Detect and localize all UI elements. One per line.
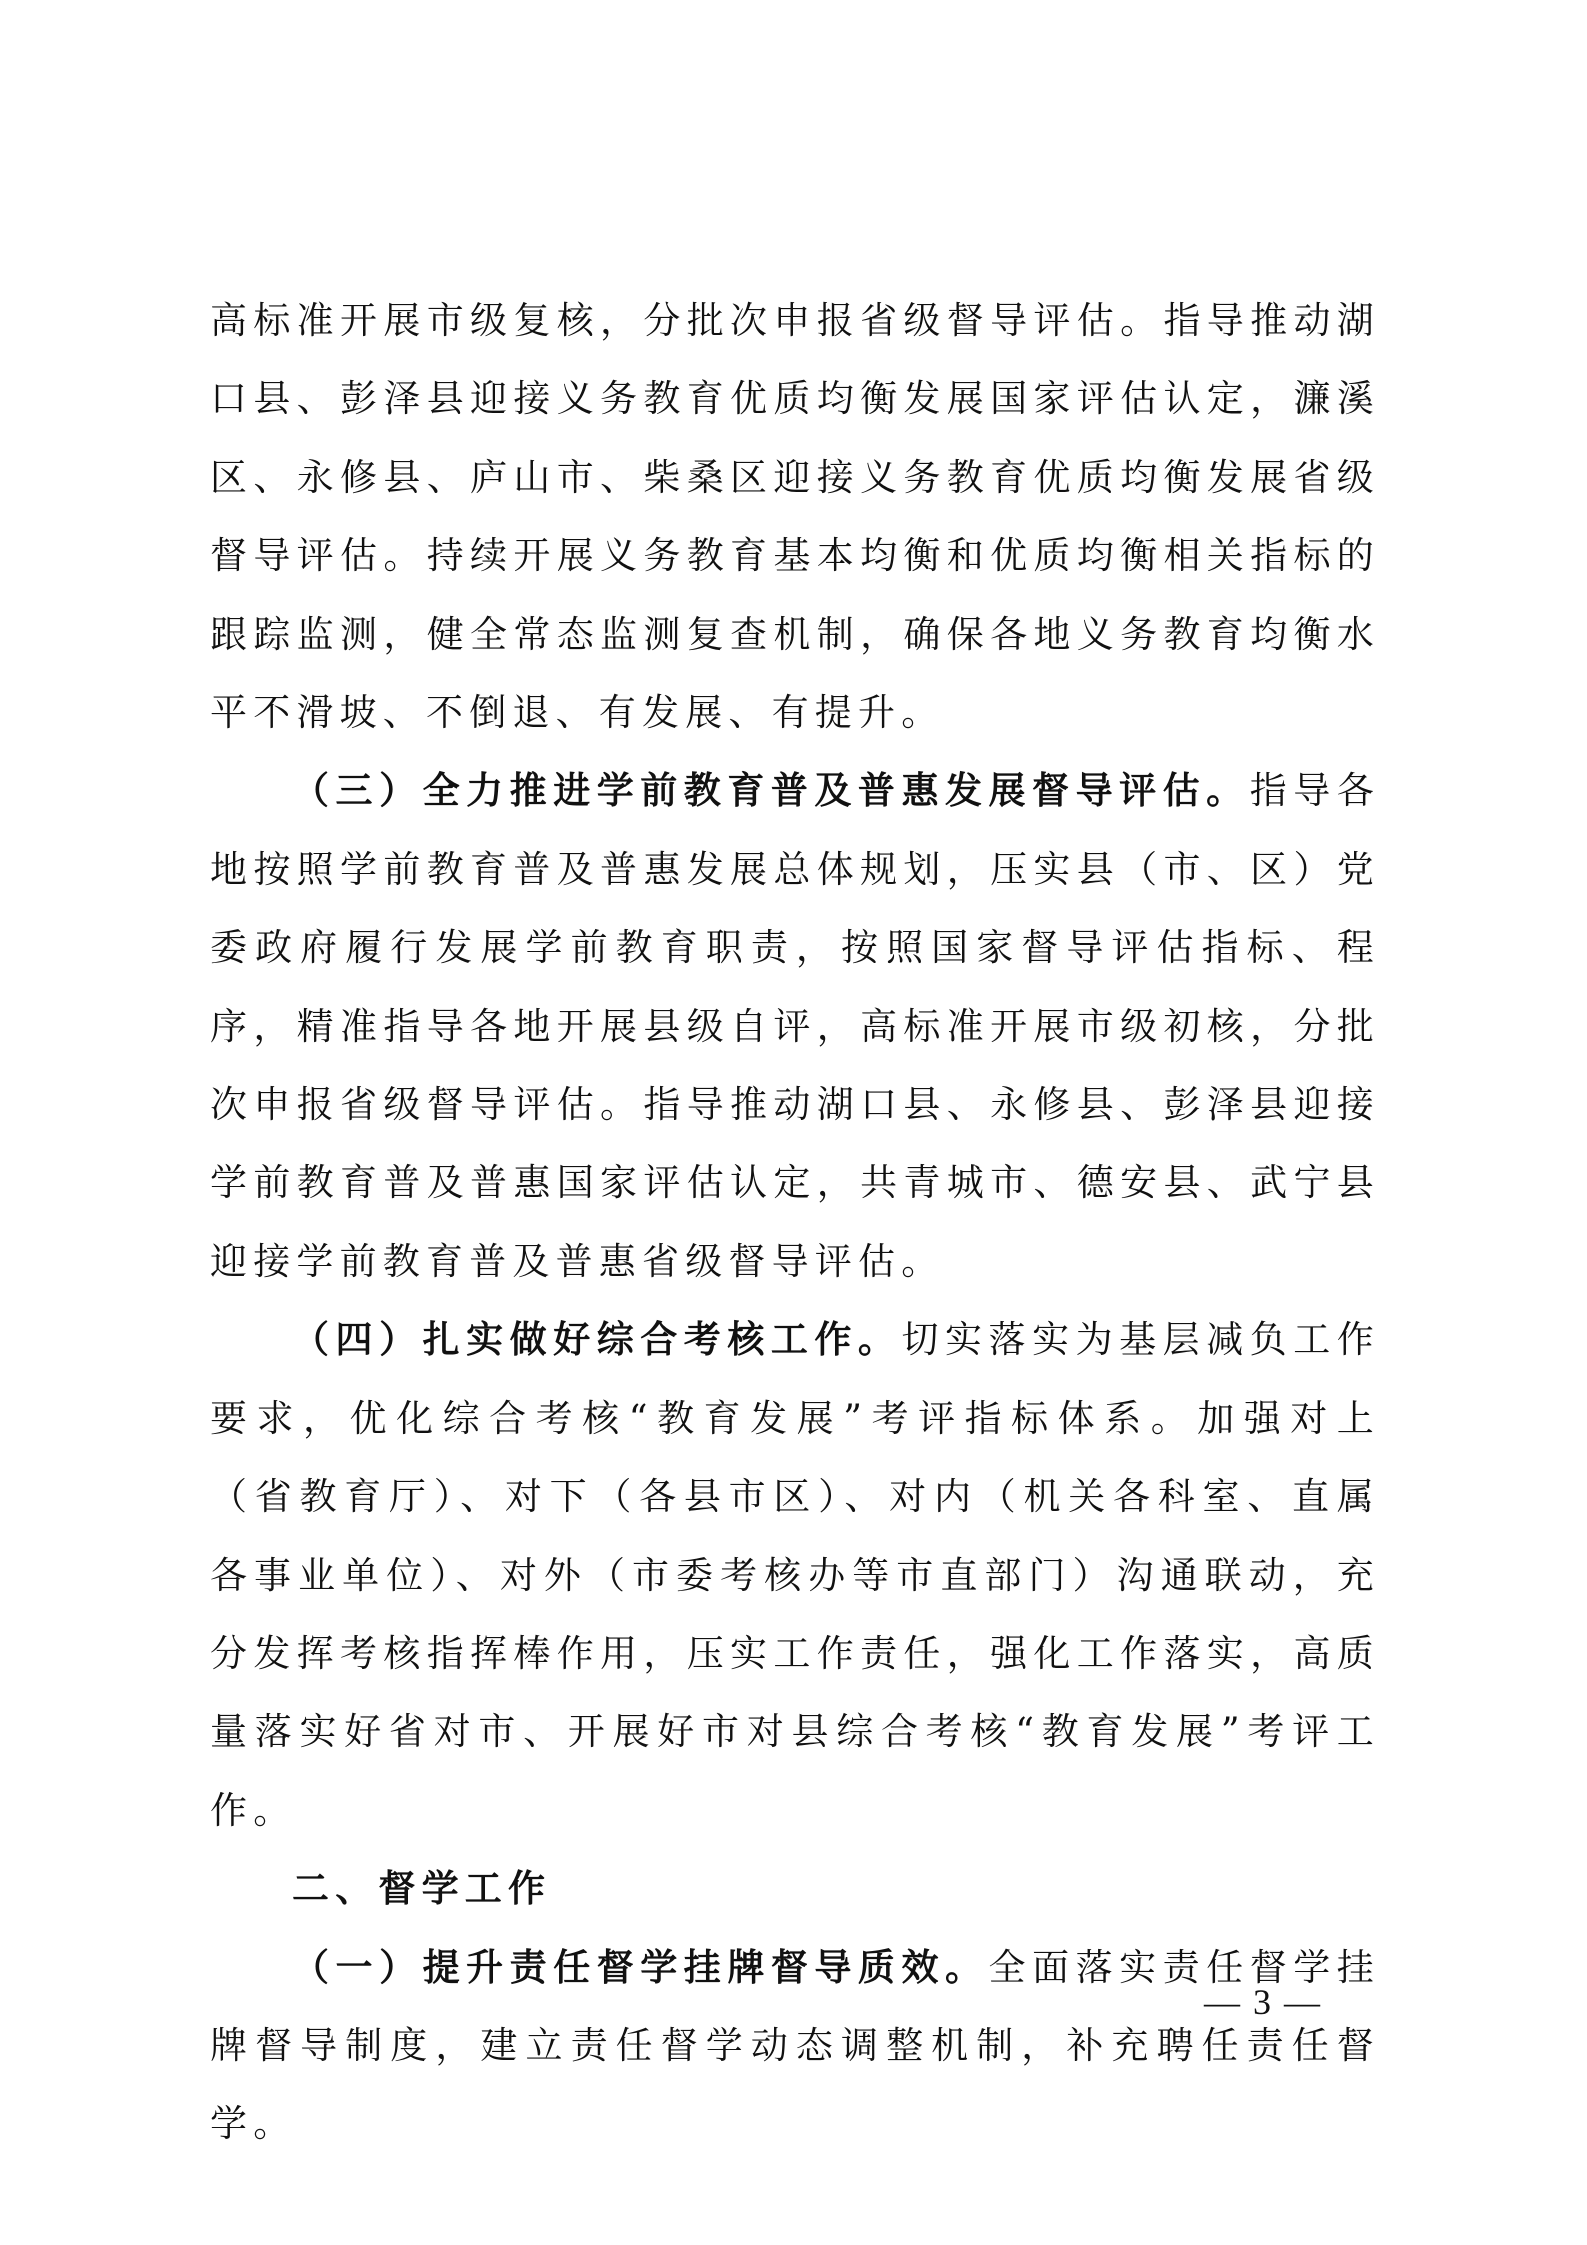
paragraph-1 [210, 282, 1380, 752]
paragraph-4-text: 全面落实责任督学挂牌督导制度，建立责任督学动态调整机制，补充聘任责任督学。 [210, 1945, 1380, 2146]
paragraph-2-text: 指导各地按照学前教育普及普惠发展总体规划，压实县（市、区）党委政府履行发展学前教育职责，按照国家督导评估指标、程序，精准指导各地开展县级自评，高标准开展市级初核，分批次申报省级督导评估。指导推动湖口县、永修县、彭泽县迎接学前教育普及普惠国家评估认定，共青城市、德安县、武宁县迎接学前教育普及普惠省级督导评估。 [210, 769, 1380, 1283]
paragraph-3-text: 切实落实为基层减负工作要求，优化综合考核“教育发展”考评指标体系。加强对上（省教育厅）、对下（各县市区）、对内（机关各科室、直属各事业单位）、对外（市委考核办等市直部门）沟通联动，充分发挥考核指挥棒作用，压实工作责任，强化工作落实，高质量落实好省对市、开展好市对县综合考核“教育发展”考评工作。 [210, 1318, 1380, 1832]
paragraph-4-heading: （一）提升责任督学挂牌督导质效。 [292, 1945, 989, 1989]
paragraph-4 [210, 1929, 1380, 2164]
paragraph-3 [210, 1301, 1380, 1850]
paragraph-3-heading: （四）扎实做好综合考核工作。 [292, 1318, 902, 1362]
paragraph-2-heading: （三）全力推进学前教育普及普惠发展督导评估。 [292, 769, 1250, 813]
document-body [210, 282, 1380, 2164]
page-number: — 3 — [1204, 1982, 1322, 2022]
paragraph-1-text: 高标准开展市级复核，分批次申报省级督导评估。指导推动湖口县、彭泽县迎接义务教育优质均衡发展国家评估认定，濂溪区、永修县、庐山市、柴桑区迎接义务教育优质均衡发展省级督导评估。持续开展义务教育基本均衡和优质均衡相关指标的跟踪监测，健全常态监测复查机制，确保各地义务教育均衡水平不滑坡、不倒退、有发展、有提升。 [210, 299, 1380, 735]
section-heading: 二、督学工作 [292, 1867, 552, 1911]
paragraph-2 [210, 752, 1380, 1301]
